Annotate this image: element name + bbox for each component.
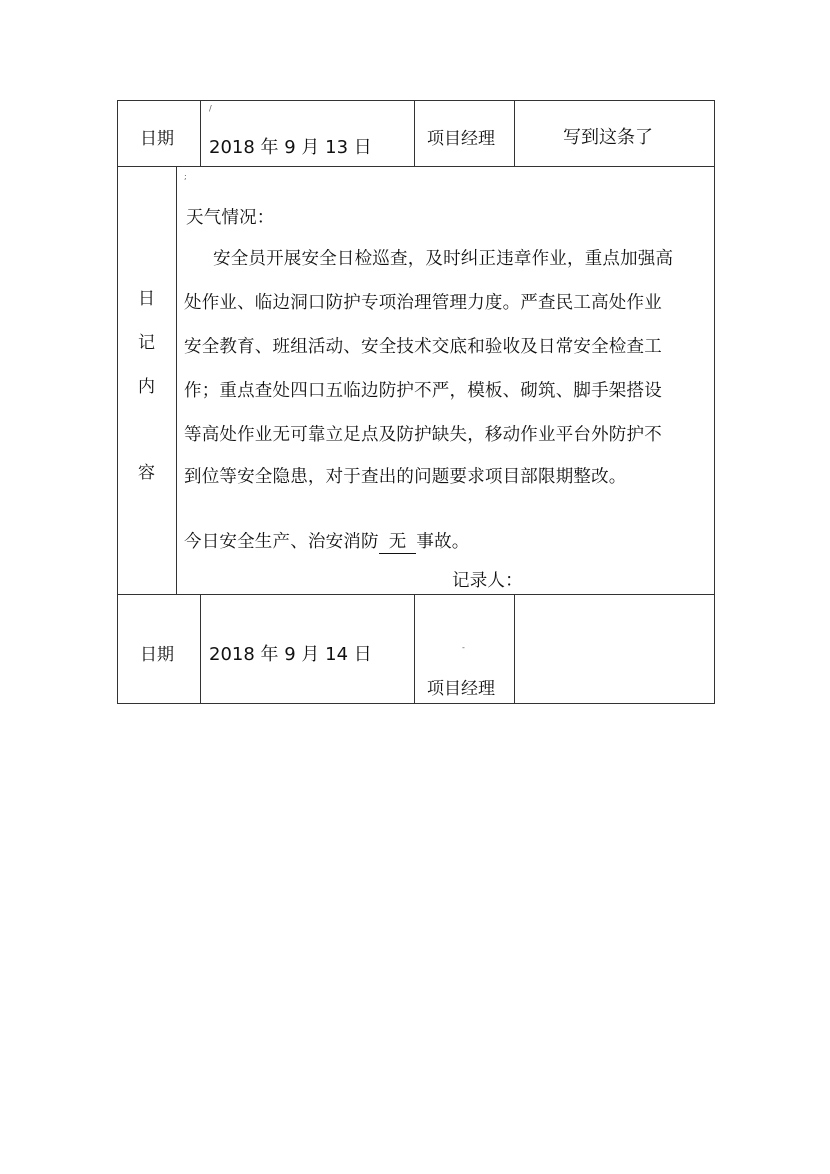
row1-date-value: 2018 年 9 月 13 日 bbox=[209, 137, 372, 158]
paragraph-line-4: 作；重点查处四口五临边防护不严，模板、砌筑、脚手架搭设 bbox=[184, 381, 662, 401]
row1-manager-label: 项目经理 bbox=[427, 129, 495, 149]
row3-manager-label: 项目经理 bbox=[427, 679, 495, 699]
paragraph-line-1: 安全员开展安全日检巡查，及时纠正违章作业，重点加强高 bbox=[213, 249, 674, 269]
accident-prefix: 今日安全生产、治安消防 bbox=[184, 532, 379, 552]
diary-label-char-3: 内 bbox=[138, 377, 155, 397]
row1-date-label: 日期 bbox=[140, 129, 174, 149]
accident-line bbox=[184, 528, 470, 554]
paragraph-line-3: 安全教育、班组活动、安全技术交底和验收及日常安全检查工 bbox=[184, 337, 662, 357]
weather-label: 天气情况： bbox=[186, 208, 275, 228]
diary-label-char-2: 记 bbox=[138, 333, 155, 353]
diary-small-mark: ; bbox=[184, 172, 187, 181]
paragraph-line-2: 处作业、临边洞口防护专项治理管理力度。严查民工高处作业 bbox=[184, 293, 662, 313]
row1-small-mark: / bbox=[209, 104, 212, 113]
diary-label-char-1: 日 bbox=[138, 289, 155, 309]
row3-small-mark: - bbox=[462, 643, 465, 652]
row1-manager-value: 写到这条了 bbox=[563, 127, 653, 148]
recorder-label: 记录人： bbox=[452, 571, 523, 591]
row3-date-value: 2018 年 9 月 14 日 bbox=[209, 644, 372, 665]
accident-suffix: 事故。 bbox=[416, 532, 470, 552]
paragraph-line-6: 到位等安全隐患，对于查出的问题要求项目部限期整改。 bbox=[184, 467, 627, 487]
accident-value: 无 bbox=[379, 528, 417, 554]
paragraph-line-5: 等高处作业无可靠立足点及防护缺失，移动作业平台外防护不 bbox=[184, 425, 662, 445]
row3-date-label: 日期 bbox=[140, 645, 174, 665]
diary-label-char-4: 容 bbox=[138, 463, 155, 483]
